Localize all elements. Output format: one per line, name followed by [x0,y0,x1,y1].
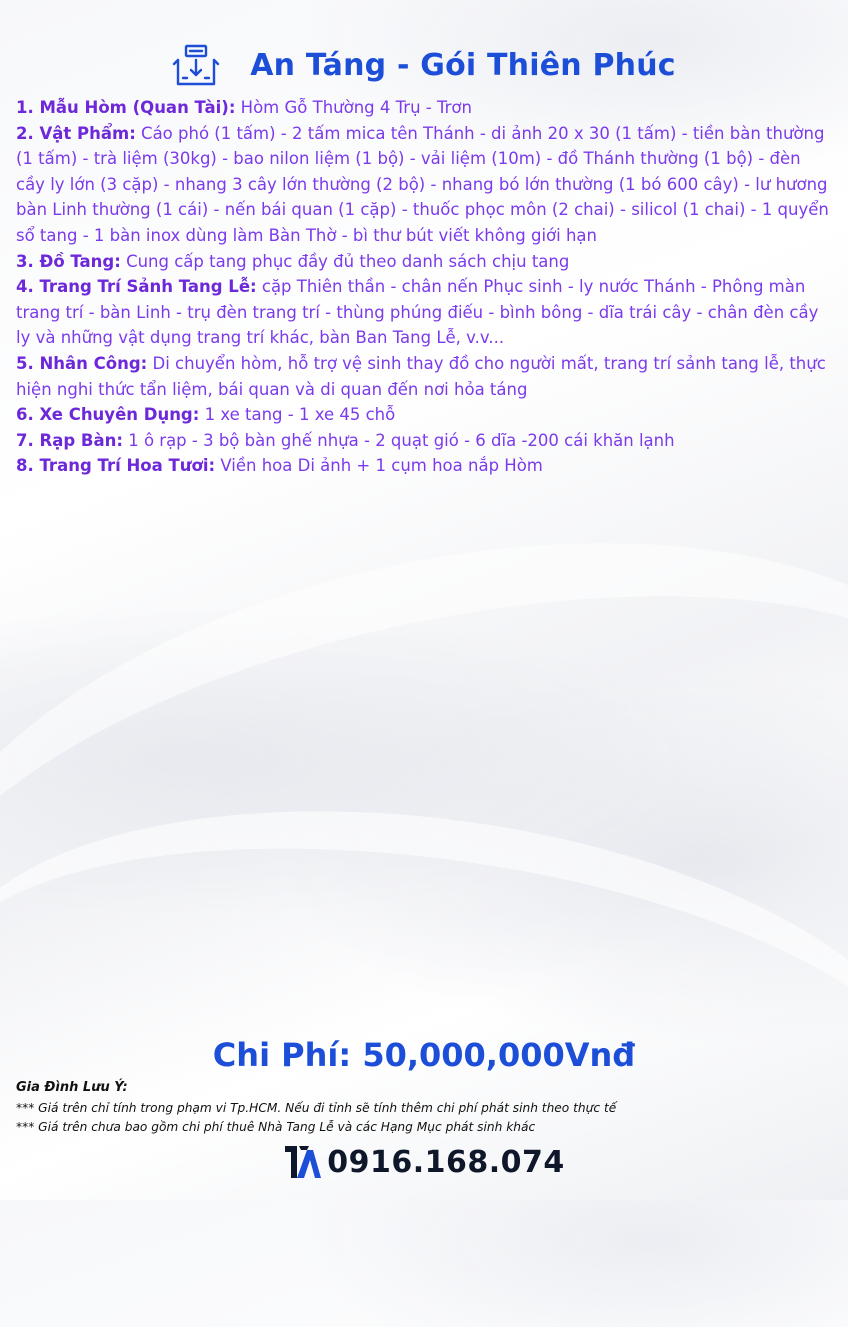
item-text: Hòm Gỗ Thường 4 Trụ - Trơn [235,98,472,117]
item-text: cặp Thiên thần - chân nến Phục sinh - ly nước Thánh - Phông màn trang trí - bàn Linh - trụ đèn trang trí - thùng phúng điếu - bình bông - dĩa trái cây - chân đèn cầy ly và những vật dụng trang trí khác, bàn Ban Tang Lễ, v.v... [16,277,819,348]
item-label: 3. Đồ Tang: [16,251,121,271]
item-label: 6. Xe Chuyên Dụng: [16,405,200,425]
list-item [16,249,832,275]
item-text: Cáo phó (1 tấm) - 2 tấm mica tên Thánh - di ảnh 20 x 30 (1 tấm) - tiền bàn thường (1 tấm) - trà liệm (30kg) - bao nilon liệm (1 bộ) - vải liệm (10m) - đồ Thánh thường (1 bộ) - đèn cầy ly lớn (3 cặp) - nhang 3 cây lớn thường (2 bộ) - nhang bó lớn thường (1 bó 600 cây) - lư hương bàn Linh thường (1 cái) - nến bái quan (1 cặp) - thuốc phọc môn (2 chai) - silicol (1 chai) - 1 quyển sổ tang - 1 bàn inox dùng làm Bàn Thờ - bì thư bút viết không giới hạn [16,123,829,245]
item-text: 1 xe tang - 1 xe 45 chỗ [199,405,396,425]
item-label: 5. Nhân Công: [16,353,148,373]
note-line: *** Giá trên chỉ tính trong phạm vi Tp.HCM. Nếu đi tỉnh sẽ tính thêm chi phí phát sinh theo thực tế [16,1101,617,1115]
list-item [16,351,832,402]
item-text: Di chuyển hòm, hỗ trợ vệ sinh thay đồ cho người mất, trang trí sảnh tang lễ, thực hiện nghi thức tẩn liệm, bái quan và di quan đến nơi hỏa táng [16,353,826,399]
note-line: *** Giá trên chưa bao gồm chi phí thuê Nhà Tang Lễ và các Hạng Mục phát sinh khác [16,1120,536,1134]
package-item-list [16,95,832,479]
item-text: 1 ô rạp - 3 bộ bàn ghế nhựa - 2 quạt gió - 6 dĩa -200 cái khăn lạnh [122,430,675,450]
notes-section [16,1080,832,1137]
item-label: 7. Rạp Bàn: [16,430,123,450]
notes-title: Gia Đình Lưu Ý: [16,1080,128,1095]
phone-number[interactable]: 0916.168.074 [327,1144,565,1180]
brand-logo-icon [283,1144,323,1180]
item-label: 2. Vật Phẩm: [16,123,136,143]
page-title: An Táng - Gói Thiên Phúc [250,47,676,83]
item-label: 4. Trang Trí Sảnh Tang Lễ: [16,277,257,297]
item-label: 8. Trang Trí Hoa Tươi: [16,456,216,476]
list-item [16,95,832,121]
item-text: Viền hoa Di ảnh + 1 cụm hoa nắp Hòm [215,456,543,476]
list-item [16,428,832,454]
item-text: Cung cấp tang phục đầy đủ theo danh sách chịu tang [120,251,570,271]
coffin-box-icon [172,42,220,88]
list-item [16,402,832,428]
page-header [0,40,848,90]
price-heading: Chi Phí: 50,000,000Vnđ [212,1036,636,1074]
list-item [16,121,832,249]
item-label: 1. Mẫu Hòm (Quan Tài): [16,98,236,117]
contact-bar [0,1142,848,1182]
list-item [16,453,832,479]
list-item [16,274,832,351]
